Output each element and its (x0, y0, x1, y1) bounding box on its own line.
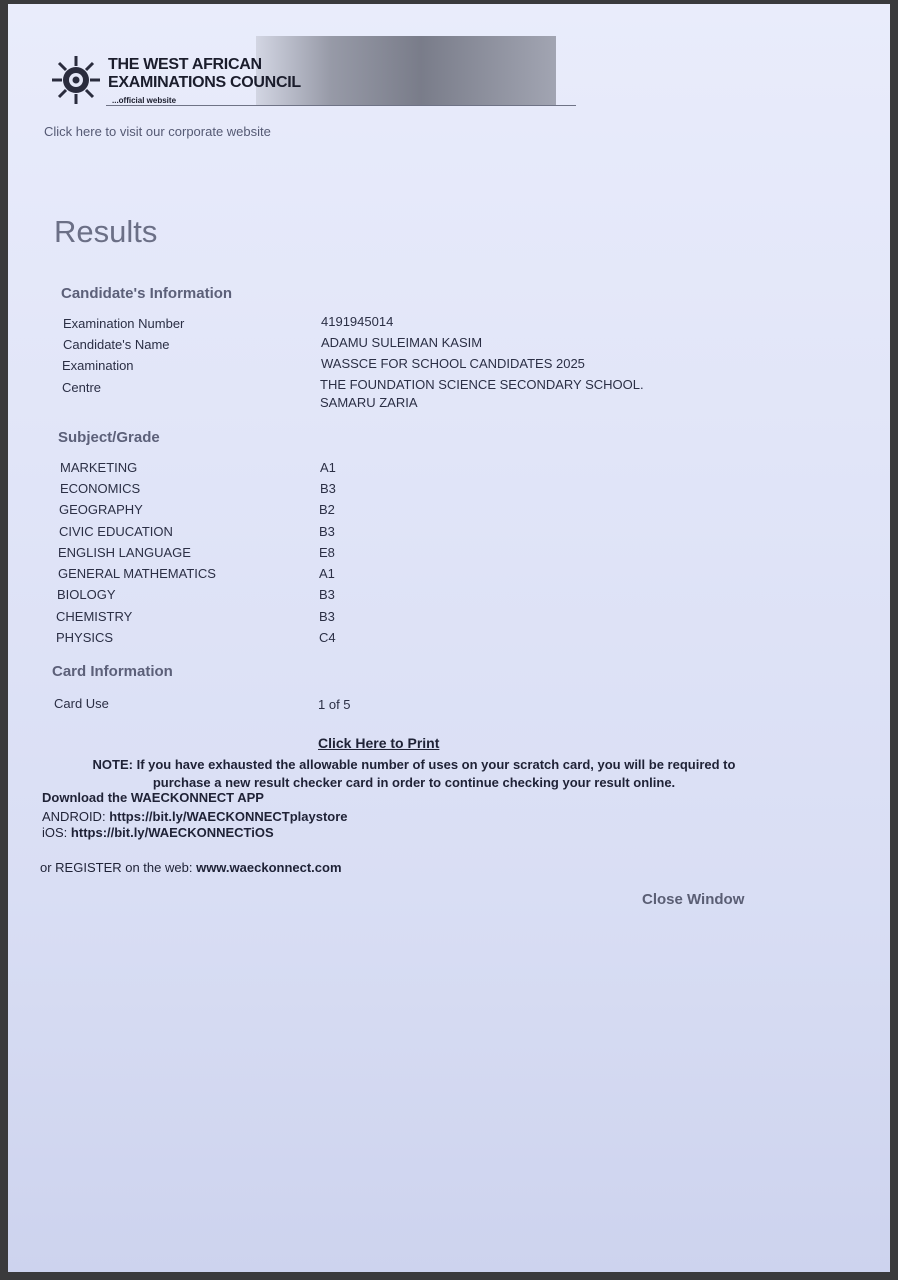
org-subtitle: ...official website (112, 96, 177, 105)
banner-divider (106, 105, 576, 106)
card-use-value: 1 of 5 (318, 697, 351, 712)
register-label: or REGISTER on the web: (40, 860, 193, 875)
subject-name: GENERAL MATHEMATICS (58, 566, 216, 581)
centre-value-line2: SAMARU ZARIA (320, 395, 418, 410)
subject-name: MARKETING (60, 460, 138, 475)
card-info-heading: Card Information (52, 663, 173, 680)
subject-grade: E8 (319, 545, 335, 560)
subject-name: PHYSICS (56, 630, 114, 645)
subject-name: CIVIC EDUCATION (59, 524, 173, 539)
candidate-info-heading: Candidate's Information (61, 285, 233, 302)
close-window-button[interactable]: Close Window (642, 891, 745, 908)
subject-grade: B3 (319, 609, 335, 624)
card-use-label: Card Use (54, 696, 109, 711)
waec-banner (46, 34, 566, 108)
ios-link[interactable]: https://bit.ly/WAECKONNECTiOS (70, 825, 274, 840)
subject-grade: A1 (320, 460, 336, 475)
subject-grade: B2 (319, 502, 335, 517)
corporate-website-link[interactable]: Click here to visit our corporate website (44, 124, 271, 139)
subject-name: ECONOMICS (60, 481, 141, 496)
page-title: Results (54, 214, 158, 249)
examination-value: WASSCE FOR SCHOOL CANDIDATES 2025 (321, 356, 585, 371)
subject-name: ENGLISH LANGUAGE (58, 545, 191, 560)
app-download-heading: Download the WAECKONNECT APP (42, 790, 264, 805)
ios-label: iOS: (42, 825, 68, 840)
subject-name: GEOGRAPHY (59, 502, 143, 517)
org-name: THE WEST AFRICAN EXAMINATIONS COUNCIL (108, 56, 301, 91)
subject-grade: B3 (319, 524, 335, 539)
candidate-name-label: Candidate's Name (63, 337, 170, 352)
android-label: ANDROID: (42, 809, 106, 824)
exam-number-value: 4191945014 (321, 314, 394, 329)
scratch-card-note: NOTE: If you have exhausted the allowable number of uses on your scratch card, you will be required to purchase a new result checker card in order to continue checking your result online. (92, 757, 736, 790)
centre-label: Centre (62, 380, 102, 395)
print-link[interactable]: Click Here to Print (318, 735, 440, 751)
subject-name: BIOLOGY (57, 587, 116, 602)
waec-logo-icon (50, 54, 102, 106)
subject-grade: B3 (319, 587, 335, 602)
subject-grade: B3 (320, 481, 336, 496)
subject-grade-heading: Subject/Grade (58, 429, 160, 446)
subject-grade: A1 (319, 566, 335, 581)
examination-label: Examination (62, 358, 134, 373)
android-link[interactable]: https://bit.ly/WAECKONNECTplaystore (109, 809, 348, 824)
centre-value: THE FOUNDATION SCIENCE SECONDARY SCHOOL. (320, 377, 644, 392)
ios-line (42, 825, 274, 840)
register-line (40, 860, 342, 875)
candidate-name-value: ADAMU SULEIMAN KASIM (321, 335, 483, 350)
subject-grade: C4 (319, 630, 336, 645)
exam-number-label: Examination Number (63, 316, 185, 331)
result-page (8, 4, 890, 1272)
subject-name: CHEMISTRY (56, 609, 133, 624)
register-link[interactable]: www.waeckonnect.com (196, 860, 342, 875)
android-line (42, 809, 348, 824)
